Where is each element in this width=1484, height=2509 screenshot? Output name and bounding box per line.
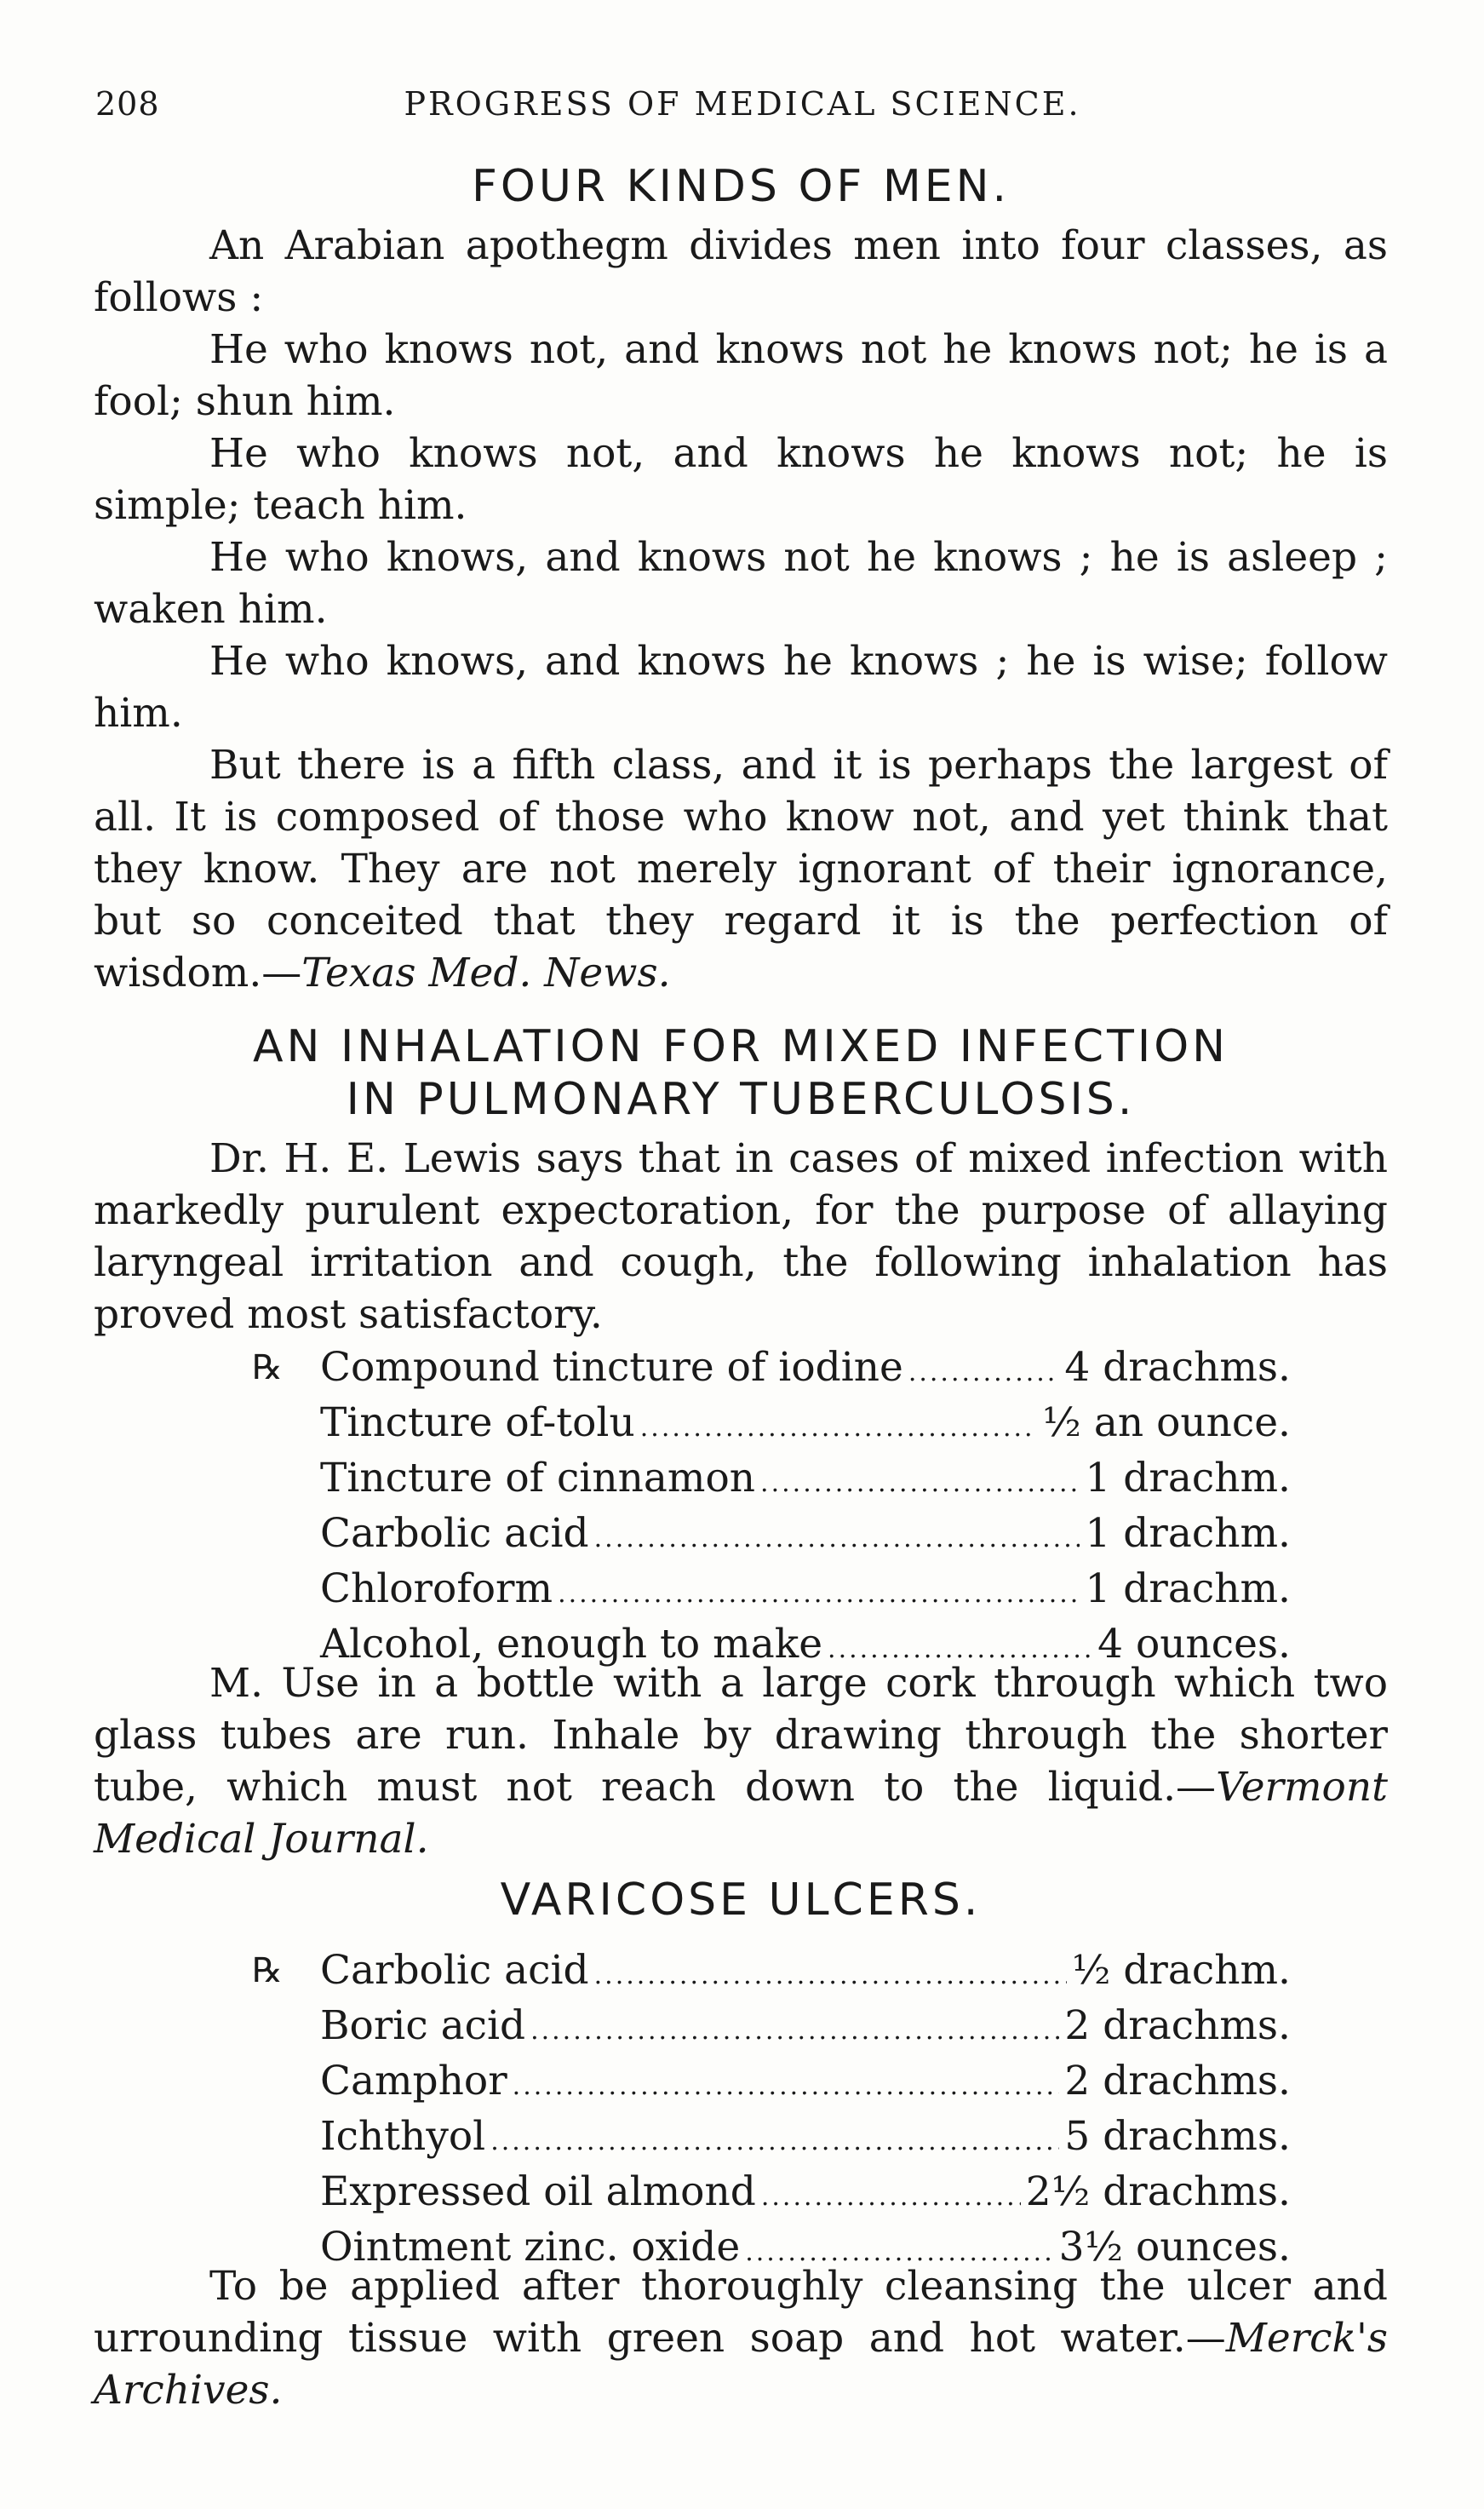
directions-text: To be applied after thoroughly cleansing the ulcer and urrounding tissue with green soap and hot water.— — [94, 2263, 1388, 2362]
dot-leader — [530, 2006, 1059, 2056]
ingredient-amount: 4 ounces. — [1097, 1621, 1291, 1668]
ingredient-name: Tincture of cinnamon — [320, 1455, 756, 1501]
source-citation: Merck's Archives. — [94, 2315, 1388, 2414]
ingredient-amount: 2 drachms. — [1064, 2058, 1291, 2104]
rx-symbol: ℞ — [252, 1951, 283, 1990]
prescription-line — [320, 2111, 1291, 2167]
prescription-line — [320, 1342, 1291, 1398]
ingredient-name: Expressed oil almond — [320, 2168, 756, 2215]
source-citation: Texas Med. News. — [301, 950, 671, 996]
dot-leader — [594, 1950, 1067, 2001]
ingredient-amount: 4 drachms. — [1064, 1344, 1291, 1391]
ingredient-amount: 2½ drachms. — [1025, 2168, 1291, 2215]
article-title: FOUR KINDS OF MEN. — [472, 161, 1010, 212]
dot-leader — [761, 2172, 1021, 2222]
ingredient-amount: 5 drachms. — [1064, 2113, 1291, 2160]
prescription-line — [320, 1508, 1291, 1564]
ingredient-name: Alcohol, enough to make — [320, 1621, 823, 1668]
dot-leader — [490, 2116, 1059, 2167]
ingredient-amount: 1 drachm. — [1085, 1565, 1291, 1612]
paragraph-with-source — [94, 739, 1388, 999]
dot-leader — [513, 2061, 1060, 2111]
prescription-line — [320, 1945, 1291, 2001]
paragraph: He who knows not, and knows not he knows not; he is a fool; shun him. — [94, 326, 1388, 425]
paragraph: An Arabian apothegm divides men into four classes, as follows : — [94, 222, 1388, 321]
dot-leader — [908, 1347, 1060, 1398]
paragraph-text: But there is a fifth class, and it is perhaps the largest of all. It is composed of those who know not, and yet think that they know. They are not merely ignorant of their ignorance, but so conceited that they regard it is the perfection of wisdom.— — [94, 742, 1388, 996]
directions-paragraph — [94, 1657, 1388, 1865]
intro-paragraph: Dr. H. E. Lewis says that in cases of mixed infection with markedly purulent expectoration, for the purpose of allaying laryngeal irritation and cough, the following inhalation has proved most satisfactory. — [94, 1135, 1388, 1338]
article-title-line-1: AN INHALATION FOR MIXED INFECTION — [252, 1021, 1229, 1072]
prescription-line — [320, 1564, 1291, 1619]
article-four-kinds-of-men — [94, 160, 1388, 999]
ingredient-amount: ½ drachm. — [1071, 1947, 1291, 1994]
prescription-line — [320, 1398, 1291, 1453]
ingredient-name: Ichthyol — [320, 2113, 486, 2160]
prescription-line — [320, 1453, 1291, 1508]
prescription-varicose — [238, 1945, 1294, 2277]
source-citation: Vermont Medical Journal. — [94, 1764, 1388, 1863]
ingredient-name: Ointment zinc. oxide — [320, 2224, 741, 2271]
rx-symbol: ℞ — [252, 1348, 283, 1387]
ingredient-name: Tincture of-tolu — [320, 1399, 635, 1446]
ingredient-name: Camphor — [320, 2058, 507, 2104]
prescription-line — [320, 2056, 1291, 2111]
article-title-line-2: IN PULMONARY TUBERCULOSIS. — [346, 1074, 1136, 1125]
paragraph: He who knows, and knows not he knows ; he is asleep ; waken him. — [94, 534, 1388, 633]
running-title: PROGRESS OF MEDICAL SCIENCE. — [404, 85, 1081, 123]
directions-paragraph — [94, 2260, 1388, 2416]
page-number: 208 — [95, 85, 160, 123]
ingredient-amount: 1 drachm. — [1085, 1510, 1291, 1557]
prescription-line — [320, 2001, 1291, 2056]
article-varicose-directions — [94, 2260, 1388, 2416]
dot-leader — [558, 1569, 1080, 1619]
paragraph: He who knows, and knows he knows ; he is wise; follow him. — [94, 638, 1388, 737]
dot-leader — [760, 1458, 1080, 1508]
ingredient-name: Carbolic acid — [320, 1510, 589, 1557]
paragraph: He who knows not, and knows he knows not; he is simple; teach him. — [94, 430, 1388, 529]
directions-text: M. Use in a bottle with a large cork through which two glass tubes are run. Inhale by drawing through the shorter tube, which must not reach down to the liquid.— — [94, 1660, 1388, 1811]
ingredient-name: Boric acid — [320, 2002, 526, 2049]
ingredient-name: Compound tincture of iodine — [320, 1344, 903, 1391]
ingredient-amount: 3½ ounces. — [1058, 2224, 1291, 2271]
ingredient-amount: 1 drachm. — [1085, 1455, 1291, 1501]
prescription-line — [320, 2167, 1291, 2222]
prescription-inhalation — [238, 1342, 1294, 1674]
dot-leader — [640, 1403, 1038, 1453]
article-varicose-ulcers — [94, 1874, 1388, 1926]
dot-leader — [594, 1513, 1080, 1564]
ingredient-amount: 2 drachms. — [1064, 2002, 1291, 2049]
ingredient-amount: ½ an ounce. — [1042, 1399, 1291, 1446]
ingredient-name: Chloroform — [320, 1565, 553, 1612]
article-title: VARICOSE ULCERS. — [500, 1875, 982, 1926]
article-inhalation — [94, 1020, 1388, 1341]
ingredient-name: Carbolic acid — [320, 1947, 589, 1994]
article-inhalation-directions — [94, 1657, 1388, 1865]
